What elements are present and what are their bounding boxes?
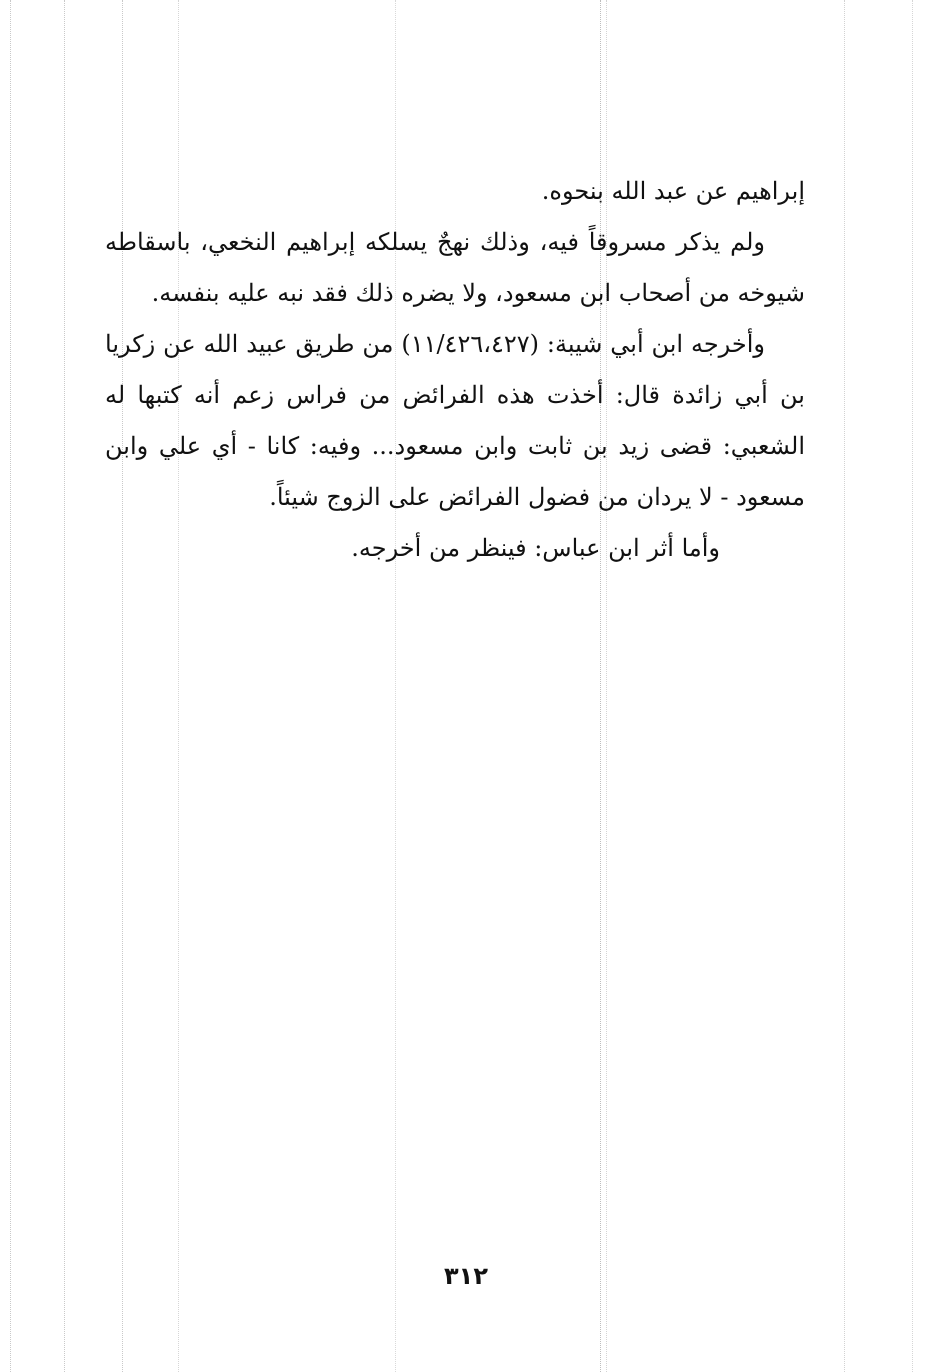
paragraph-continuation: إبراهيم عن عبد الله بنحوه.	[541, 177, 805, 205]
paragraph-ibn-abi-shaybah: وأخرجه ابن أبي شيبة: (١١/٤٢٦،٤٢٧) من طريق عبيد الله عن زكريا بن أبي زائدة قال: أخذت هذه الفرائض من فراس زعم أنه كتبها له الشعبي: قضى زيد بن ثابت وابن مسعود... وفيه: كانا - أي علي وابن مسعود - لا يردان من فضول الفرائض على الزوج شيئاً.	[105, 330, 805, 511]
scan-guide-line	[912, 0, 913, 1372]
body-text	[105, 166, 805, 574]
scan-guide-line	[64, 0, 65, 1372]
paragraph-ibn-abbas: وأما أثر ابن عباس: فينظر من أخرجه.	[351, 534, 720, 562]
scan-guide-line	[10, 0, 11, 1372]
scan-guide-line	[844, 0, 845, 1372]
paragraph-nakhai-note: ولم يذكر مسروقاً فيه، وذلك نهجٌ يسلكه إبراهيم النخعي، باسقاطه شيوخه من أصحاب ابن مسعود، ولا يضره ذلك فقد نبه عليه بنفسه.	[105, 228, 805, 307]
page-number: ٣١٢	[444, 1262, 488, 1290]
